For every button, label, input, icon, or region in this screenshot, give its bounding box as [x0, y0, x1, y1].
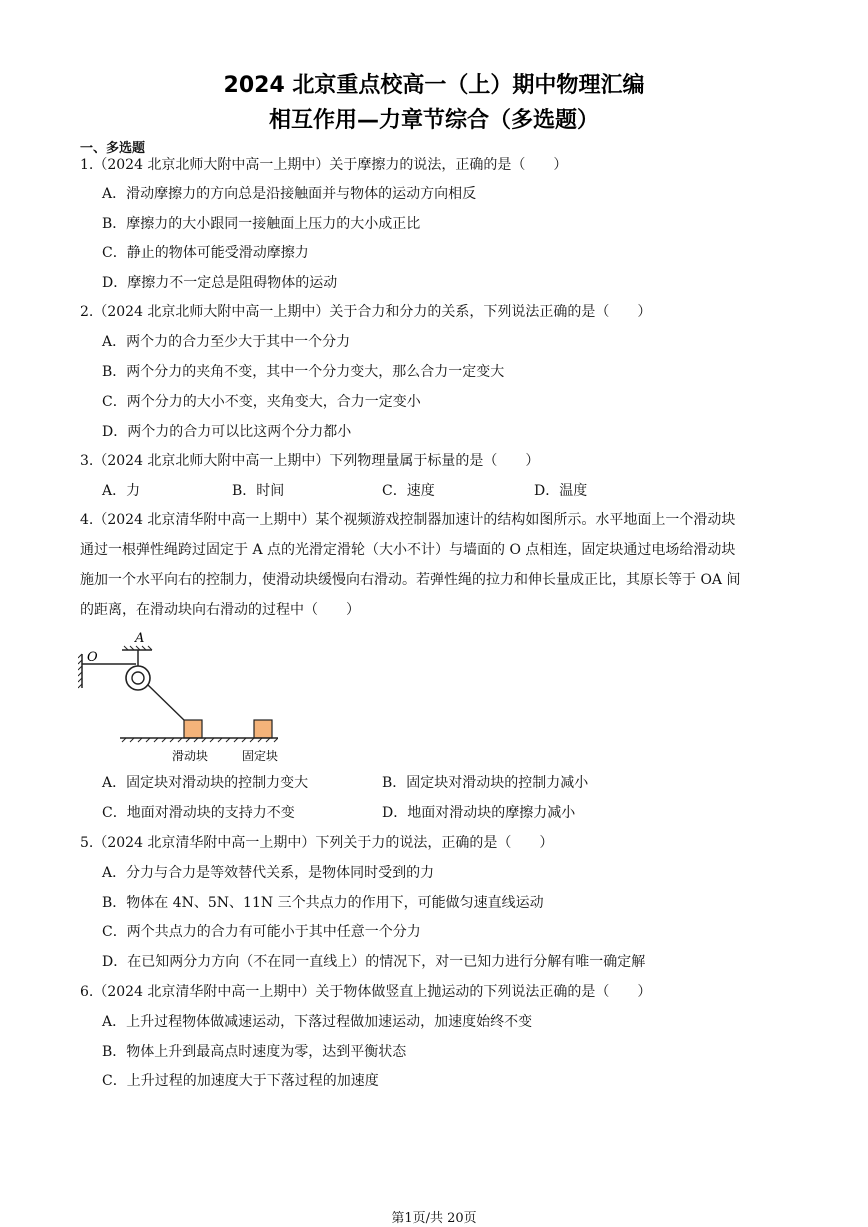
question-2-option-d: D．两个力的合力可以比这两个分力都小	[102, 424, 352, 440]
question-4-figure	[78, 630, 278, 770]
question-4-stem-line1: 4.（2024 北京清华附中高一上期中）某个视频游戏控制器加速计的结构如图所示。水平地面上一个滑动块	[80, 512, 736, 528]
question-4-option-a: A．固定块对滑动块的控制力变大	[102, 775, 309, 791]
question-3-option-b: B．时间	[232, 483, 285, 499]
document-title-line1: 2024 北京重点校高一（上）期中物理汇编	[223, 73, 645, 98]
question-6-option-a: A．上升过程物体做减速运动，下落过程做加速运动，加速度始终不变	[102, 1014, 533, 1030]
page-footer: 第1页/共 20页	[391, 1211, 477, 1226]
question-6-option-b: B．物体上升到最高点时速度为零，达到平衡状态	[102, 1044, 407, 1060]
question-1-option-c: C．静止的物体可能受滑动摩擦力	[102, 245, 309, 261]
point-o-label: O	[87, 650, 98, 665]
question-4-stem-line4: 的距离，在滑动块向右滑动的过程中（ ）	[80, 602, 360, 618]
question-6-option-c: C．上升过程的加速度大于下落过程的加速度	[102, 1073, 379, 1089]
point-a-label: A	[135, 631, 145, 646]
question-2-option-a: A．两个力的合力至少大于其中一个分力	[102, 334, 351, 350]
fixed-label: 固定块	[242, 749, 278, 763]
question-2-stem: 2.（2024 北京北师大附中高一上期中）关于合力和分力的关系，下列说法正确的是（ ）	[80, 304, 652, 320]
slider-label: 滑动块	[172, 749, 209, 763]
question-2-option-b: B．两个分力的夹角不变，其中一个分力变大，那么合力一定变大	[102, 364, 505, 380]
question-3-option-d: D．温度	[534, 483, 588, 499]
fixed-block	[254, 720, 272, 738]
question-3-option-c: C．速度	[382, 483, 435, 499]
question-5-option-b: B．物体在 4N、5N、11N 三个共点力的作用下，可能做匀速直线运动	[102, 895, 544, 911]
rope-pulley-to-slider	[148, 685, 186, 722]
question-4-option-c: C．地面对滑动块的支持力不变	[102, 805, 295, 821]
slider-block	[184, 720, 202, 738]
document-title-line2: 相互作用—力章节综合（多选题）	[268, 108, 599, 133]
question-3-option-a: A．力	[102, 483, 141, 499]
pulley-inner	[132, 672, 144, 684]
question-5-stem: 5.（2024 北京清华附中高一上期中）下列关于力的说法，正确的是（ ）	[80, 835, 554, 851]
question-4-option-d: D．地面对滑动块的摩擦力减小	[382, 805, 576, 821]
question-1-stem: 1.（2024 北京北师大附中高一上期中）关于摩擦力的说法，正确的是（ ）	[80, 157, 568, 173]
question-5-option-d: D．在已知两分力方向（不在同一直线上）的情况下，对一已知力进行分解有唯一确定解	[102, 954, 646, 970]
question-6-stem: 6.（2024 北京清华附中高一上期中）关于物体做竖直上抛运动的下列说法正确的是（ ）	[80, 984, 652, 1000]
question-1-option-b: B．摩擦力的大小跟同一接触面上压力的大小成正比	[102, 216, 421, 232]
question-5-option-a: A．分力与合力是等效替代关系，是物体同时受到的力	[102, 865, 435, 881]
question-4-option-b: B．固定块对滑动块的控制力减小	[382, 775, 589, 791]
question-5-option-c: C．两个共点力的合力有可能小于其中任意一个分力	[102, 924, 421, 940]
question-2-option-c: C．两个分力的大小不变，夹角变大，合力一定变小	[102, 394, 421, 410]
question-4-stem-line2: 通过一根弹性绳跨过固定于 A 点的光滑定滑轮（大小不计）与墙面的 O 点相连，固定块通过电场给滑动块	[80, 542, 736, 558]
question-4-stem-line3: 施加一个水平向右的控制力，使滑动块缓慢向右滑动。若弹性绳的拉力和伸长量成正比，其原长等于 OA 间	[80, 572, 741, 588]
section-heading: 一、多选题	[80, 141, 146, 156]
question-1-option-a: A．滑动摩擦力的方向总是沿接触面并与物体的运动方向相反	[102, 186, 477, 202]
question-3-stem: 3.（2024 北京北师大附中高一上期中）下列物理量属于标量的是（ ）	[80, 453, 540, 469]
question-1-option-d: D．摩擦力不一定总是阻碍物体的运动	[102, 275, 338, 291]
